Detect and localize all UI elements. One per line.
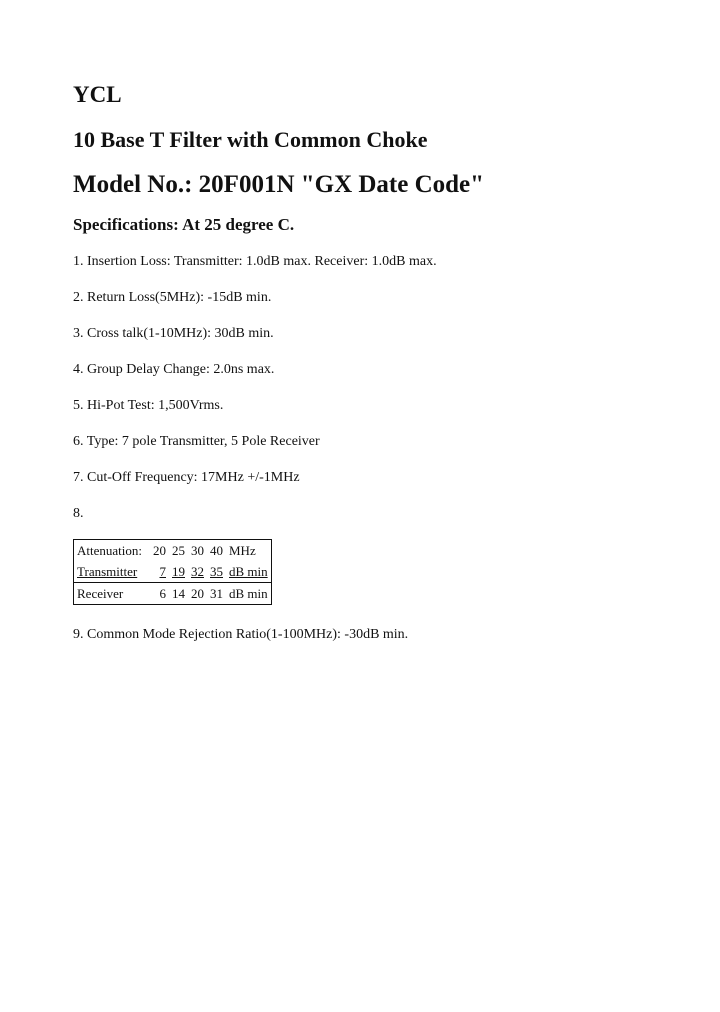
spec-item-cmrr: 9. Common Mode Rejection Ratio(1-100MHz): -30dB min. — [73, 627, 409, 642]
table-cell: 35 — [210, 564, 223, 579]
attenuation-table — [73, 539, 272, 605]
table-cell: 7 — [159, 564, 166, 579]
spec-item-type: 6. Type: 7 pole Transmitter, 5 Pole Receiver — [73, 434, 320, 449]
table-cell: 31 — [207, 583, 226, 605]
spec-item-8: 8. — [73, 506, 84, 521]
model-number: Model No.: 20F001N "GX Date Code" — [73, 171, 485, 198]
spec-item-cutoff: 7. Cut-Off Frequency: 17MHz +/-1MHz — [73, 470, 300, 485]
table-cell: 19 — [172, 564, 185, 579]
spec-item-return-loss: 2. Return Loss(5MHz): -15dB min. — [73, 290, 272, 305]
table-cell: 30 — [191, 543, 204, 558]
table-cell: dB min — [229, 564, 268, 579]
specifications-heading: Specifications: At 25 degree C. — [73, 215, 295, 234]
product-title: 10 Base T Filter with Common Choke — [73, 127, 428, 152]
table-cell: 32 — [191, 564, 204, 579]
table-header-row — [74, 540, 272, 562]
spec-item-cross-talk: 3. Cross talk(1-10MHz): 30dB min. — [73, 326, 274, 341]
spec-item-group-delay: 4. Group Delay Change: 2.0ns max. — [73, 362, 275, 377]
company-name: YCL — [73, 82, 122, 107]
table-cell: 40 — [210, 543, 223, 558]
table-cell: 6 — [150, 583, 169, 605]
table-cell: 25 — [172, 543, 185, 558]
table-cell: 14 — [169, 583, 188, 605]
spec-item-hi-pot: 5. Hi-Pot Test: 1,500Vrms. — [73, 398, 224, 413]
table-cell: Attenuation: — [77, 543, 142, 558]
table-cell: Transmitter — [77, 564, 138, 579]
table-cell: Receiver — [74, 583, 151, 605]
table-row — [74, 583, 272, 605]
spec-item-insertion-loss: 1. Insertion Loss: Transmitter: 1.0dB max. Receiver: 1.0dB max. — [73, 254, 437, 269]
table-cell: 20 — [153, 543, 166, 558]
table-row — [74, 561, 272, 583]
table-cell: 20 — [188, 583, 207, 605]
table-cell: MHz — [229, 543, 256, 558]
table-cell: dB min — [226, 583, 271, 605]
